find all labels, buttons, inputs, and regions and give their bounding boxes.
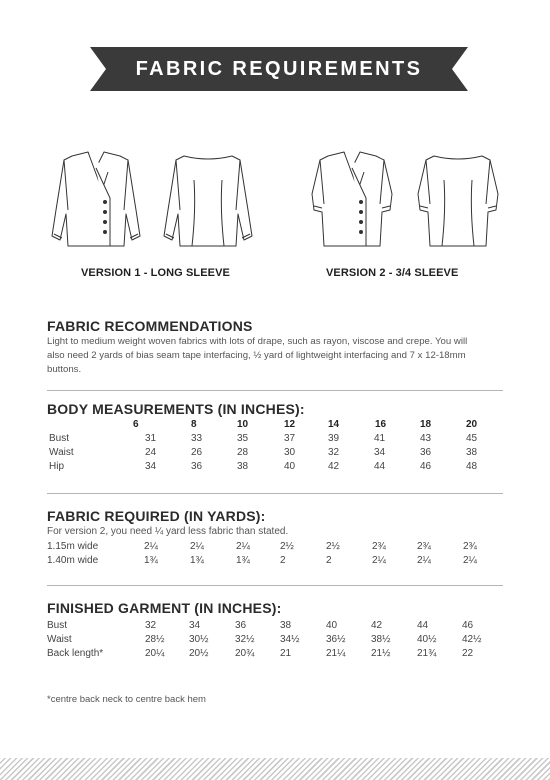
size-header: 12 — [284, 419, 296, 430]
table-cell: 2½ — [280, 541, 294, 552]
table-row — [47, 619, 507, 633]
size-header: 8 — [191, 419, 197, 430]
table-cell: 2¼ — [144, 541, 158, 552]
table-cell: 32 — [145, 620, 157, 631]
table-row — [47, 633, 507, 647]
finished-garment-heading: FINISHED GARMENT (IN INCHES): — [47, 600, 282, 616]
table-cell: 36 — [420, 447, 432, 458]
fabric-required-note: For version 2, you need ¼ yard less fabric than stated. — [47, 526, 289, 537]
body-measurements-heading: BODY MEASUREMENTS (IN INCHES): — [47, 401, 305, 417]
table-cell: 42 — [328, 461, 340, 472]
table-row — [47, 460, 507, 474]
version-1-illustration — [44, 150, 259, 250]
table-cell: 34 — [374, 447, 386, 458]
table-cell: 46 — [420, 461, 432, 472]
table-cell: 2 — [326, 555, 332, 566]
table-cell: 46 — [462, 620, 474, 631]
table-cell: 34½ — [280, 634, 300, 645]
table-cell: 32½ — [235, 634, 255, 645]
table-cell: 2 — [280, 555, 286, 566]
table-cell: 2¼ — [236, 541, 250, 552]
table-cell: 31 — [145, 433, 157, 444]
table-cell: 48 — [466, 461, 478, 472]
table-cell: 28 — [237, 447, 249, 458]
row-label: Waist — [49, 447, 74, 458]
table-cell: 38 — [280, 620, 292, 631]
table-row — [47, 554, 507, 568]
table-cell: 22 — [462, 648, 474, 659]
table-cell: 40 — [284, 461, 296, 472]
back-view-long-sleeve-drawing — [164, 156, 252, 246]
table-cell: 20¼ — [145, 648, 165, 659]
table-cell: 44 — [417, 620, 429, 631]
back-view-three-quarter-sleeve-drawing — [418, 156, 498, 246]
table-row — [47, 647, 507, 661]
table-cell: 34 — [189, 620, 201, 631]
size-header: 20 — [466, 419, 478, 430]
table-cell: 21 — [280, 648, 292, 659]
section-divider — [47, 493, 503, 494]
size-header-row — [47, 418, 507, 432]
table-cell: 28½ — [145, 634, 165, 645]
table-cell: 2¼ — [372, 555, 386, 566]
table-row — [47, 446, 507, 460]
table-cell: 36 — [235, 620, 247, 631]
version-1-label: VERSION 1 - LONG SLEEVE — [81, 267, 230, 279]
table-cell: 2½ — [326, 541, 340, 552]
table-cell: 20¾ — [235, 648, 255, 659]
table-cell: 39 — [328, 433, 340, 444]
title-banner — [90, 47, 468, 91]
table-cell: 21¼ — [326, 648, 346, 659]
table-cell: 41 — [374, 433, 386, 444]
table-cell: 2¼ — [417, 555, 431, 566]
front-view-long-sleeve-drawing — [52, 152, 140, 246]
table-cell: 33 — [191, 433, 203, 444]
table-cell: 32 — [328, 447, 340, 458]
table-cell: 38 — [466, 447, 478, 458]
table-cell: 40 — [326, 620, 338, 631]
table-cell: 21½ — [371, 648, 391, 659]
table-cell: 1¾ — [190, 555, 204, 566]
table-cell: 42½ — [462, 634, 482, 645]
table-cell: 24 — [145, 447, 157, 458]
table-cell: 2¾ — [417, 541, 431, 552]
fabric-required-heading: FABRIC REQUIRED (IN YARDS): — [47, 508, 266, 524]
size-header: 14 — [328, 419, 340, 430]
decorative-stripe-border — [0, 758, 550, 780]
table-cell: 44 — [374, 461, 386, 472]
front-view-three-quarter-sleeve-drawing — [312, 152, 392, 246]
table-cell: 30 — [284, 447, 296, 458]
footnote: *centre back neck to centre back hem — [47, 694, 206, 705]
section-divider — [47, 585, 503, 586]
table-cell: 2¾ — [372, 541, 386, 552]
table-cell: 38 — [237, 461, 249, 472]
row-label: 1.40m wide — [47, 555, 99, 566]
table-cell: 1¾ — [236, 555, 250, 566]
size-header: 10 — [237, 419, 249, 430]
table-cell: 36½ — [326, 634, 346, 645]
table-cell: 36 — [191, 461, 203, 472]
version-2-illustration — [300, 150, 510, 250]
table-cell: 2¼ — [463, 555, 477, 566]
row-label: Back length* — [47, 648, 104, 659]
fabric-recommendations-line: also need 2 yards of bias seam tape interfacing, ½ yard of lightweight interfacing and 7 x 12-18mm — [47, 350, 466, 361]
table-cell: 26 — [191, 447, 203, 458]
table-cell: 43 — [420, 433, 432, 444]
table-cell: 2¼ — [190, 541, 204, 552]
table-row — [47, 432, 507, 446]
table-cell: 40½ — [417, 634, 437, 645]
table-cell: 21¾ — [417, 648, 437, 659]
row-label: 1.15m wide — [47, 541, 99, 552]
row-label: Bust — [49, 433, 70, 444]
table-cell: 38½ — [371, 634, 391, 645]
table-cell: 35 — [237, 433, 249, 444]
fabric-recommendations-heading: FABRIC RECOMMENDATIONS — [47, 318, 253, 334]
row-label: Hip — [49, 461, 65, 472]
section-divider — [47, 390, 503, 391]
table-cell: 30½ — [189, 634, 209, 645]
version-2-label: VERSION 2 - 3/4 SLEEVE — [326, 267, 459, 279]
table-cell: 37 — [284, 433, 296, 444]
table-cell: 42 — [371, 620, 383, 631]
table-cell: 2¾ — [463, 541, 477, 552]
row-label: Bust — [47, 620, 68, 631]
table-cell: 34 — [145, 461, 157, 472]
fabric-recommendations-line: Light to medium weight woven fabrics with lots of drape, such as rayon, viscose and crepe. You will — [47, 336, 468, 347]
size-header: 18 — [420, 419, 432, 430]
table-cell: 20½ — [189, 648, 209, 659]
table-cell: 45 — [466, 433, 478, 444]
size-header: 16 — [375, 419, 387, 430]
page-title: FABRIC REQUIREMENTS — [135, 58, 423, 80]
fabric-recommendations-text — [47, 335, 507, 377]
row-label: Waist — [47, 634, 72, 645]
size-header: 6 — [133, 419, 139, 430]
fabric-recommendations-line: buttons. — [47, 364, 82, 375]
table-row — [47, 540, 507, 554]
table-cell: 1¾ — [144, 555, 158, 566]
